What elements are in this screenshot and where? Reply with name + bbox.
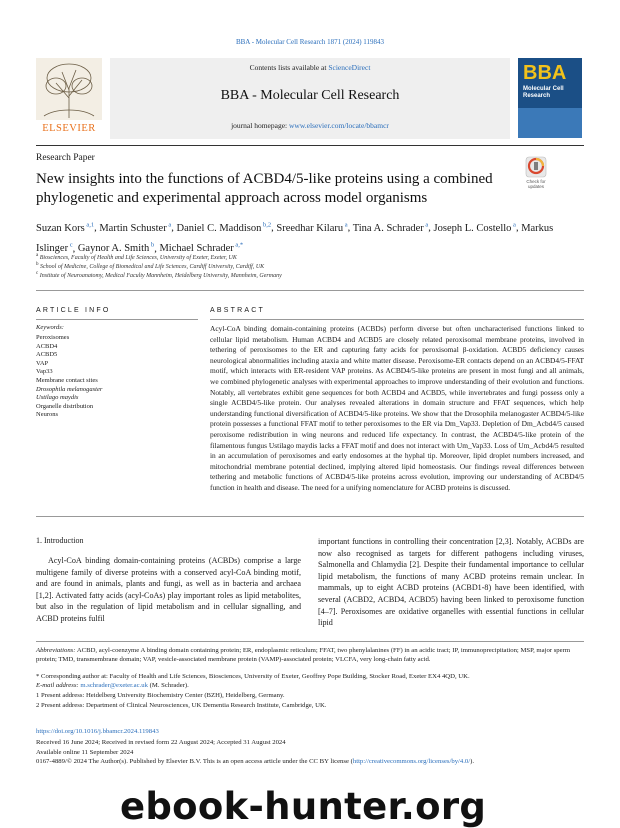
keyword: ACBD4: [36, 342, 58, 350]
author-name: Daniel C. Maddison: [176, 222, 262, 234]
author-list: Suzan Kors $^{a,1}$, Martin Schuster $^a$, Daniel C. Maddison $^{b,2}$, Sreedhar Kilaru $^a$, Tina A. Schrader $^a$, Joseph L. Costello $^a$, Markus Islinger $^c$, Gaynor A. Smith $^b$, Michael Schrader $^{a,*}$: [36, 221, 554, 254]
keyword: Organelle distribution: [36, 402, 94, 410]
affiliation-c: $^c$ Institute of Neuroanatomy, Medical Faculty Mannheim, Heidelberg University, Mannheim, Germany: [36, 271, 282, 279]
contents-prefix: Contents lists available at: [249, 63, 329, 72]
journal-cover-subtitle: Molecular Cell Research: [523, 86, 564, 99]
author-name: Gaynor A. Smith: [77, 243, 150, 254]
watermark-text: ebook-hunter.org: [120, 785, 487, 828]
keyword: Drosophila melanogaster: [36, 385, 103, 393]
author[interactable]: [176, 223, 271, 234]
keywords-label: Keywords:: [36, 324, 64, 331]
keyword: Peroxisomes: [36, 334, 70, 341]
received-dates: Received 16 June 2024; Received in revised form 22 August 2024; Accepted 31 August 2024: [36, 739, 286, 746]
keyword: Neurons: [36, 411, 59, 419]
email-footnote: [36, 682, 584, 691]
introduction-col2: important functions in controlling their concentration [2,3]. Notably, ACBDs are now also recognised as targets for different pathogens including viruses, Salmonella and Chlamydia [2]. Despite their fundamental importance to cellular lipid metabolism, the functions of many ACBD proteins remain unclear. In mammals, up to eight ACBD proteins (ACBD1-8) have been identified, with several (ACBD2, ACBD4, ACBD5) having been linked to peroxisome function [4–7]. Peroxisomes are oxidative organelles with essential functions in cellular lipid: [318, 537, 584, 628]
author-name: Tina A. Schrader: [352, 222, 424, 234]
author-affiliation-mark: a: [343, 221, 348, 228]
author[interactable]: [434, 223, 516, 234]
paper-type: Research Paper: [36, 153, 95, 163]
article-info-heading: ARTICLE INFO: [36, 307, 111, 314]
keyword: Vap33: [36, 368, 53, 376]
author-name: Sreedhar Kilaru: [276, 222, 344, 234]
author-affiliation-mark: b,2: [261, 221, 272, 228]
author-affiliation-mark: a,1: [84, 221, 95, 228]
author[interactable]: [276, 223, 347, 234]
present-address-2: 2 Present address: Department of Clinical Neurosciences, UK Dementia Research Institute, Cambridge, UK.: [36, 702, 327, 709]
keyword: Ustilago maydis: [36, 394, 79, 402]
author-affiliation-mark: a: [511, 221, 516, 228]
keyword-list: [36, 334, 102, 420]
author[interactable]: [353, 223, 429, 234]
footnote-rule: [36, 641, 584, 642]
author-name: Joseph L. Costello: [433, 222, 512, 234]
author[interactable]: [99, 223, 171, 234]
article-info-rule: [36, 319, 198, 320]
license-link[interactable]: http://creativecommons.org/licenses/by/4.0/: [352, 758, 471, 765]
article-title: New insights into the functions of ACBD4/5-like proteins using a combined phylogenetic and experimental approach across model organisms: [36, 171, 493, 206]
introduction-heading: 1. Introduction: [36, 536, 84, 545]
contents-line: [110, 63, 510, 72]
abstract-rule: [210, 319, 584, 320]
present-address-1: 1 Present address: Heidelberg University Biochemistry Center (BZH), Heidelberg, Germany.: [36, 692, 285, 699]
author[interactable]: [36, 223, 94, 234]
abbreviations-text: ACBD, acyl-coenzyme A binding domain containing protein; ER, endoplasmic reticulum; FFAT, two phenylalanines (FF) in an acidic tract; IP, immunoprecipitation; MSP, major sperm protein; TMD, transmembrane domain; VAP, vesicle-associated membrane protein (VAMP)-associated protein; VLCFA, very long-chain fatty acid.: [36, 647, 571, 663]
homepage-prefix: journal homepage:: [231, 121, 289, 130]
email-label: E-mail address:: [36, 682, 79, 689]
doi-link[interactable]: https://doi.org/10.1016/j.bbamcr.2024.119843: [36, 728, 159, 735]
corresponding-footnote: * Corresponding author at: Faculty of Health and Life Sciences, Biosciences, University of Exeter, Geoffrey Pope Building, Stocker Road, Exeter EX4 4QD, UK.: [36, 673, 470, 680]
section-divider: [36, 290, 584, 291]
keyword: VAP: [36, 359, 49, 367]
introduction-col1: Acyl-CoA binding domain-containing proteins (ACBDs) comprise a large multigene family of diverse proteins with a conserved acyl-CoA binding motif, and are found in animals, plants and fungi, as well as in bacteria and archaea [1,2]. Activated fatty acids (acyl-CoAs) play important roles as lipid metabolites, but also in the regulation of lipid metabolism and in cellular signalling, and ACBD proteins fulfil: [36, 556, 301, 623]
affiliation-b: $^b$ School of Medicine, College of Biomedical and Life Sciences, Cardiff University, Cardiff, UK: [36, 262, 265, 270]
abbreviations-label: Abbreviations:: [36, 647, 76, 654]
author-affiliation-mark: a,*: [233, 241, 244, 249]
license-suffix: ).: [470, 758, 475, 765]
author-affiliation-mark: a: [423, 221, 429, 228]
author-name: Martin Schuster: [99, 222, 167, 234]
license-line: [36, 758, 584, 765]
online-date: Available online 11 September 2024: [36, 748, 134, 756]
sciencedirect-link[interactable]: ScienceDirect: [328, 63, 371, 72]
abbreviations-footnote: [36, 647, 584, 664]
abstract-text: Acyl-CoA binding domain-containing proteins (ACBDs) perform diverse but often uncharacterised functions linked to cellular lipid metabolism. Human ACBD4 and ACBD5 are closely related peroxisomal membrane proteins, involved in tethering of peroxisomes to the ER and capturing fatty acids for peroxisomal β-oxidation. ACBD5 deficiency causes neurological abnormalities including ataxia and white matter disease. Peroxisome-ER contacts depend on an ACBD4/5-FFAT motif, which interacts with ER-resident VAP proteins. As ACBD4/5-like proteins are present in most fungi and all animals, we combined phylogenetic analyses with experimental approaches to improve understanding of their evolution and functions. Notably, all vertebrates exhibit gene sequences for both ACBD4 and ACBD5, while invertebrates and fungi possess only a single ACBD4/5-like protein. Our analyses revealed alterations in domain structure and FFAT sequences, which help understanding functional diversification of ACBD4/5-like proteins. We show that the Drosophila melanogaster ACBD4/5-like protein possesses a functional FFAT motif to tether peroxisomes to the ER via Dm_Vap33. Depletion of Dm_Acbd4/5 caused peroxisome redistribution in wing neurons and reduced life expectancy. In contrast, the ACBD4/5-like protein of the filamentous fungus Ustilago maydis lacks a FFAT motif and does not interact with Um_Vap33. Loss of Um_Acbd4/5 resulted in an accumulation of peroxisomes and early endosomes at the hyphal tip. Moreover, lipid droplet numbers increased, and mitochondrial membrane potential declined, implying altered lipid homeostasis. Our findings reveal differences between tethering and metabolic functions of ACBD4/5-like proteins across evolution, improving our understanding of ACBD4/5 function in health and disease. The need for a unifying nomenclature for ACBD proteins is discussed.: [210, 324, 584, 492]
publication-dates: [36, 738, 286, 757]
homepage-link[interactable]: www.elsevier.com/locate/bbamcr: [289, 121, 389, 130]
author-affiliation-mark: c: [68, 241, 73, 249]
keyword: Membrane contact sites: [36, 376, 98, 384]
homepage-line: [110, 121, 510, 130]
journal-cover-title: BBA: [523, 62, 567, 84]
journal-citation[interactable]: BBA - Molecular Cell Research 1871 (2024) 119843: [235, 38, 385, 46]
abstract-heading: ABSTRACT: [210, 307, 265, 314]
abstract-bottom-rule: [36, 516, 584, 517]
email-suffix: (M. Schrader).: [149, 682, 189, 689]
author-name: Suzan Kors: [36, 222, 85, 234]
author-affiliation-mark: b: [149, 241, 155, 249]
elsevier-wordmark: ELSEVIER: [42, 123, 96, 134]
check-for-updates-label: Check for updates: [526, 179, 546, 189]
keyword: ACBD5: [36, 351, 58, 359]
journal-cover-band: [518, 108, 582, 138]
author-name: Michael Schrader: [159, 243, 234, 254]
journal-title: BBA - Molecular Cell Research: [220, 88, 400, 103]
author-affiliation-mark: a: [166, 221, 172, 228]
author-name: Markus Islinger: [36, 222, 554, 254]
affiliation-a: $^a$ Biosciences, Faculty of Health and Life Sciences, University of Exeter, Exeter, UK: [36, 253, 237, 261]
email-link[interactable]: m.schrader@exeter.ac.uk: [80, 682, 148, 689]
license-prefix: 0167-4889/© 2024 The Author(s). Published by Elsevier B.V. This is an open access article under the CC BY license (: [36, 758, 353, 765]
header-rule: [36, 145, 584, 146]
